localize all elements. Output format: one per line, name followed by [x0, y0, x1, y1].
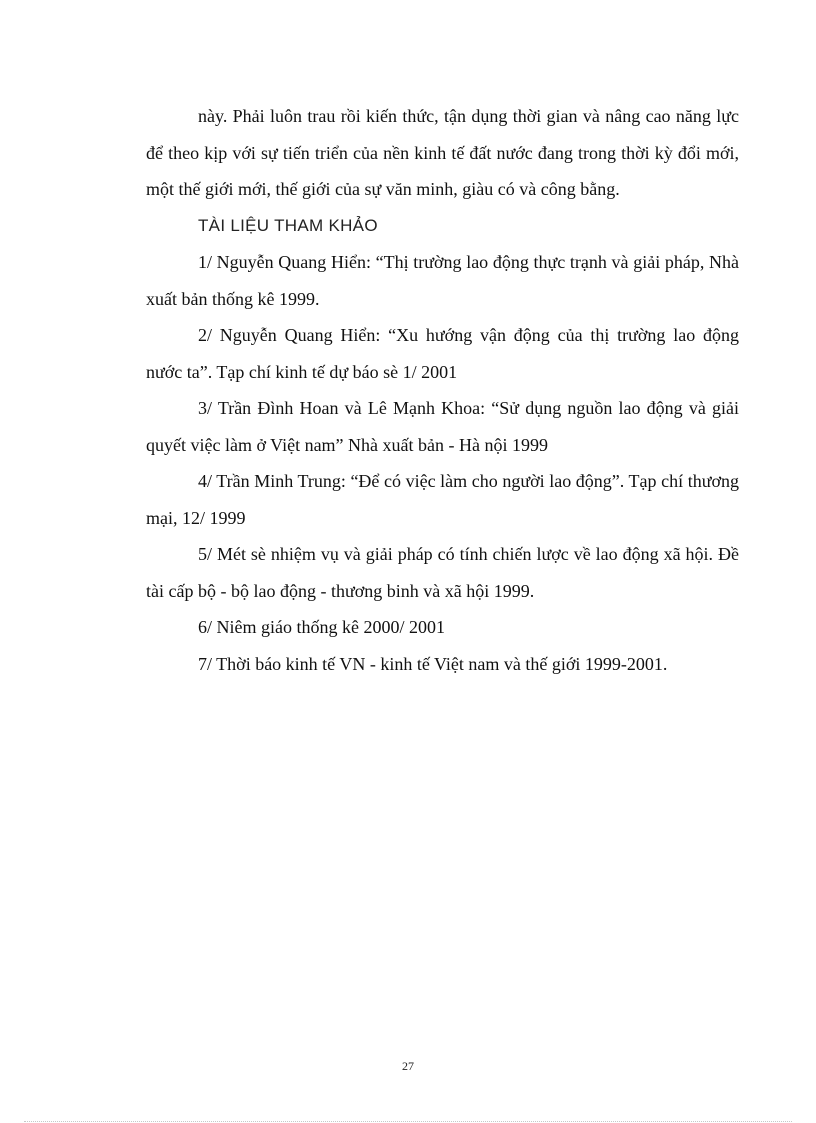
reference-item-4: 4/ Trần Minh Trung: “Để có việc làm cho người lao động”. Tạp chí thương mại, 12/ 1999 [146, 471, 739, 528]
page-number: 27 [402, 1059, 414, 1073]
reference-item-3: 3/ Trần Đình Hoan và Lê Mạnh Khoa: “Sử dụng nguồn lao động và giải quyết việc làm ở Việt nam” Nhà xuất bản - Hà nội 1999 [146, 398, 739, 455]
reference-item-5: 5/ Mét sè nhiệm vụ và giải pháp có tính chiến lược về lao động xã hội. Đề tài cấp bộ - bộ lao động - thương binh và xã hội 1999. [146, 544, 739, 601]
reference-item-1: 1/ Nguyễn Quang Hiển: “Thị trường lao động thực trạnh và giải pháp, Nhà xuất bản thống kê 1999. [146, 252, 739, 309]
reference-item-6: 6/ Niêm giáo thống kê 2000/ 2001 [198, 617, 445, 637]
page-content [146, 98, 739, 682]
intro-paragraph: này. Phải luôn trau rồi kiến thức, tận dụng thời gian và nâng cao năng lực để theo kịp với sự tiến triển của nền kinh tế đất nước đang trong thời kỳ đổi mới, một thế giới mới, thế giới của sự văn minh, giàu có và công bằng. [146, 106, 739, 199]
page-bottom-divider [24, 1121, 792, 1122]
references-heading: TÀI LIỆU THAM KHẢO [198, 215, 378, 235]
reference-item-7: 7/ Thời báo kinh tế VN - kinh tế Việt nam và thế giới 1999-2001. [198, 653, 668, 674]
reference-item-2: 2/ Nguyễn Quang Hiển: “Xu hướng vận động của thị trường lao động nước ta”. Tạp chí kinh tế dự báo sè 1/ 2001 [146, 325, 739, 382]
